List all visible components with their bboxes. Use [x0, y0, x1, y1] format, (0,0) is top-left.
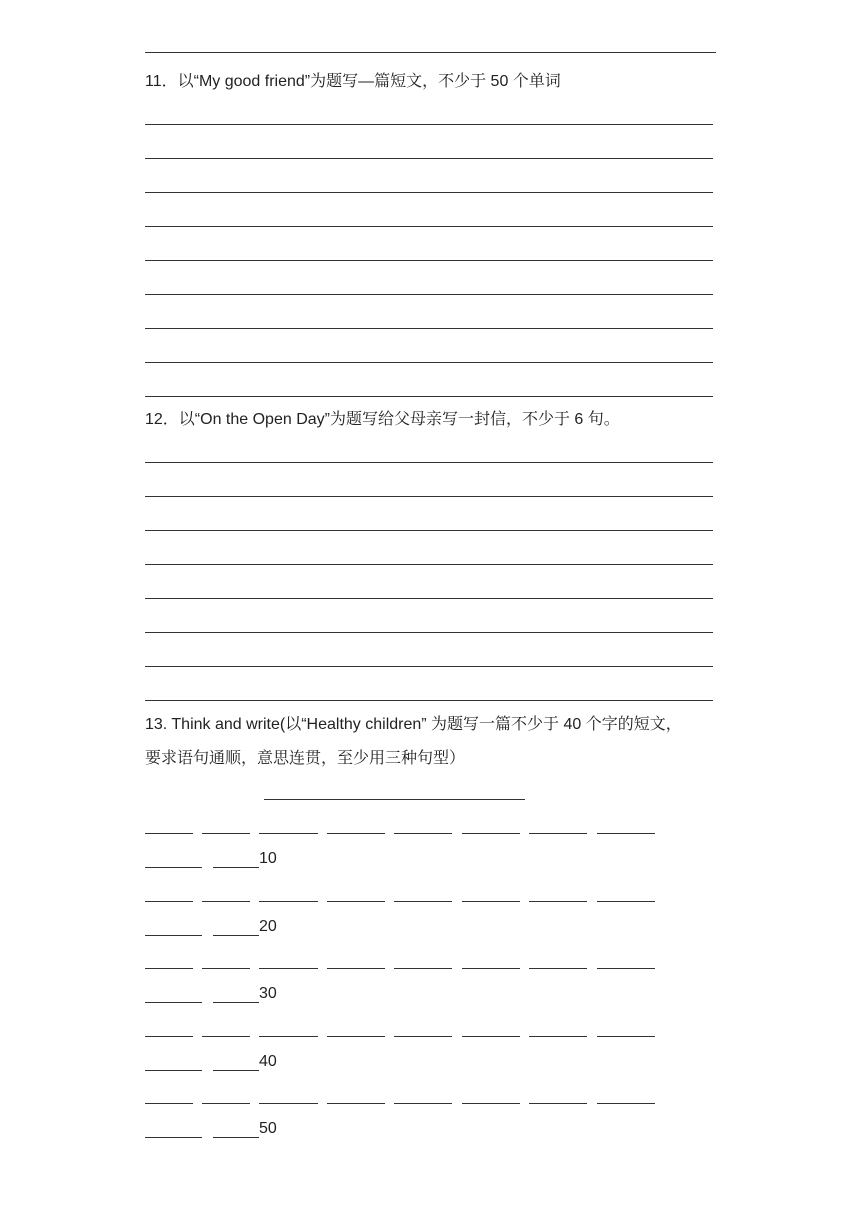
question-13-prompt: 13. Think and write(以“Healthy children” 为题写一篇不少于 40 个字的短文，: [145, 716, 682, 733]
word-blank[interactable]: [462, 968, 520, 969]
word-blank[interactable]: [394, 968, 452, 969]
word-blank[interactable]: [462, 1036, 520, 1037]
question-13-requirements: 要求语句通顺，意思连贯，至少用三种句型）: [145, 750, 466, 767]
word-blank[interactable]: [597, 1036, 655, 1037]
word-blank[interactable]: [597, 833, 655, 834]
word-blank[interactable]: [145, 901, 193, 902]
word-count-marker: 40: [259, 1053, 277, 1070]
word-blank[interactable]: [145, 1036, 193, 1037]
answer-line[interactable]: [145, 496, 713, 497]
word-blank[interactable]: [213, 1070, 259, 1071]
word-blank[interactable]: [327, 1036, 385, 1037]
answer-line[interactable]: [145, 396, 713, 397]
top-rule: [145, 52, 716, 53]
answer-line[interactable]: [145, 598, 713, 599]
answer-line[interactable]: [145, 192, 713, 193]
answer-line[interactable]: [145, 632, 713, 633]
answer-line[interactable]: [145, 462, 713, 463]
word-blank[interactable]: [529, 968, 587, 969]
word-count-marker: 30: [259, 985, 277, 1002]
word-blank[interactable]: [327, 968, 385, 969]
word-blank[interactable]: [145, 1002, 202, 1003]
word-blank[interactable]: [259, 968, 318, 969]
answer-line[interactable]: [145, 158, 713, 159]
word-blank[interactable]: [145, 867, 202, 868]
word-blank[interactable]: [597, 1103, 655, 1104]
word-blank[interactable]: [462, 833, 520, 834]
word-blank[interactable]: [462, 901, 520, 902]
answer-line[interactable]: [145, 530, 713, 531]
word-blank[interactable]: [145, 1103, 193, 1104]
word-blank[interactable]: [327, 901, 385, 902]
word-blank[interactable]: [529, 1103, 587, 1104]
word-blank[interactable]: [145, 935, 202, 936]
word-blank[interactable]: [202, 968, 250, 969]
answer-line[interactable]: [145, 260, 713, 261]
word-blank[interactable]: [529, 1036, 587, 1037]
word-blank[interactable]: [213, 867, 259, 868]
title-blank[interactable]: [264, 799, 525, 800]
answer-line[interactable]: [145, 700, 713, 701]
word-blank[interactable]: [145, 968, 193, 969]
question-12-prompt: 12．以“On the Open Day”为题写给父母亲写一封信，不少于 6 句。: [145, 411, 620, 428]
word-blank[interactable]: [597, 901, 655, 902]
answer-line[interactable]: [145, 328, 713, 329]
word-count-marker: 10: [259, 850, 277, 867]
word-blank[interactable]: [145, 1137, 202, 1138]
word-blank[interactable]: [529, 833, 587, 834]
word-blank[interactable]: [145, 1070, 202, 1071]
word-blank[interactable]: [259, 1103, 318, 1104]
word-blank[interactable]: [327, 1103, 385, 1104]
word-blank[interactable]: [462, 1103, 520, 1104]
word-blank[interactable]: [202, 833, 250, 834]
word-blank[interactable]: [259, 1036, 318, 1037]
question-11-prompt: 11．以“My good friend”为题写—篇短文，不少于 50 个单词: [145, 73, 561, 90]
word-blank[interactable]: [529, 901, 587, 902]
word-blank[interactable]: [597, 968, 655, 969]
answer-line[interactable]: [145, 124, 713, 125]
answer-line[interactable]: [145, 666, 713, 667]
answer-line[interactable]: [145, 564, 713, 565]
word-blank[interactable]: [213, 1137, 259, 1138]
word-blank[interactable]: [213, 935, 259, 936]
word-blank[interactable]: [202, 1036, 250, 1037]
word-blank[interactable]: [259, 901, 318, 902]
word-blank[interactable]: [327, 833, 385, 834]
answer-line[interactable]: [145, 362, 713, 363]
word-blank[interactable]: [259, 833, 318, 834]
answer-line[interactable]: [145, 226, 713, 227]
word-blank[interactable]: [394, 833, 452, 834]
word-blank[interactable]: [394, 1103, 452, 1104]
word-blank[interactable]: [213, 1002, 259, 1003]
word-blank[interactable]: [202, 901, 250, 902]
word-count-marker: 50: [259, 1120, 277, 1137]
word-blank[interactable]: [145, 833, 193, 834]
word-blank[interactable]: [394, 901, 452, 902]
word-count-marker: 20: [259, 918, 277, 935]
word-blank[interactable]: [394, 1036, 452, 1037]
word-blank[interactable]: [202, 1103, 250, 1104]
answer-line[interactable]: [145, 294, 713, 295]
